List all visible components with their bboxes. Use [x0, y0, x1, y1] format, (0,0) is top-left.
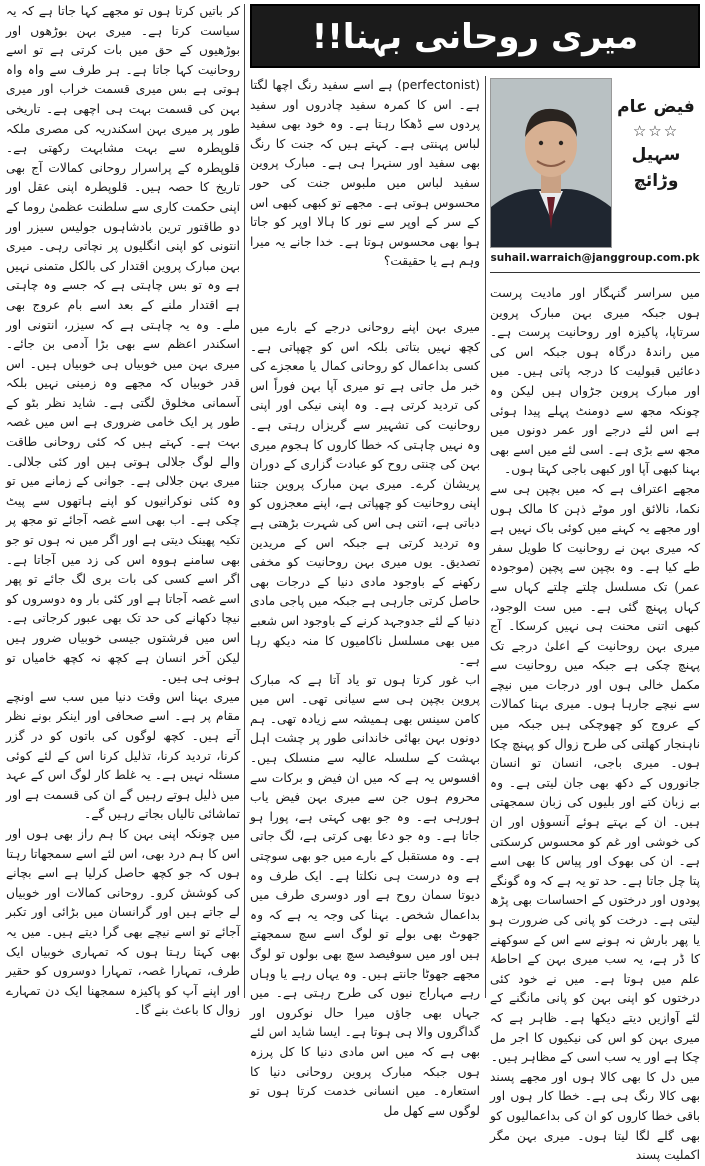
paragraph: میں چونکہ اپنی بہن کا ہم راز بھی ہوں اور اس کا ہم درد بھی، اس لئے اسے سمجھاتا رہتا ہوں کہ جو کچھ حاصل کرلیا ہے اسے بچانے کی کوشش کرو۔ روحانی کمالات اور خوبیاں لے جاتے ہیں اور گرانسان میں بڑائی اور تکبر آجائے تو اسے نیچے بھی گرا دیتے ہیں۔ میں یہ بھی کہتا رہتا ہوں کہ تمہاری خوبیاں ایک طرف، تمہارا غصہ، تمہارا دوسروں کو حقیر اور اپنے آپ کو پاکیزہ سمجھنا ایک دن تمہارے زوال کا باعث بنے گا۔ [6, 826, 240, 1018]
byline-box [490, 76, 700, 280]
author-block [614, 94, 698, 194]
paragraph: اب غور کرتا ہوں تو یاد آتا ہے کہ مبارک پروین بچپن ہی سے سیانی تھی۔ اس میں کامن سینس بھی ہمیشہ سے زیادہ تھی۔ ہم دونوں بہن بھائی خاندانی طور پر چشت اہل بہشت کے سلسلہ عالیہ سے منسلک ہیں۔ افسوس یہ ہے کہ میں ان فیض و برکات سے محروم ہوں جن سے میری بہن فیض یاب ہورہی ہے۔ وہ جو بھی کہتی ہے، پورا ہو جاتا ہے۔ وہ جو دعا بھی کرتی ہے، لگ جاتی ہے۔ وہ مستقبل کے بارے میں جو بھی سوچتی ہے وہ درست ہی نکلتا ہے۔ ایک طرف وہ دیوتا سمان روح ہے اور دوسری طرف میں بداعمال شخص۔ بہنا کی وجہ یہ ہے کہ وہ جھوٹ بھی بولے تو لوگ اسے سچ سمجھتے ہیں اور میں سوفیصد سچ بھی بولوں تو لوگ مجھے جھوٹا جانتے ہیں۔ وہ یہاں رہے یا وہاں رہے مہاراج نیوں کی طرح رہتی ہے۔ میں جہاں بھی جاؤں میرا حال نوکروں اور گداگروں والا ہی ہوتا ہے۔ ایسا شاید اس لئے بھی ہے کہ میں اس مادی دنیا کا کل پرزہ ہوں جبکہ مبارک پروین روحانی دنیا کا استعارہ۔ میں انسانی خدمت کرتا ہوں تو لوگوں سے کھل مل [250, 672, 480, 1118]
article-column-left [6, 2, 240, 1018]
paragraph: مجھے اعتراف ہے کہ میں بچپن ہی سے نکما، نالائق اور موٹے ذہن کا مالک ہوں اور مجھے یہ کہنے میں کوئی باک نہیں ہے کہ میری بہن نے روحانیت کا طویل سفر طے کیا ہے۔ وہ بچپن سے پچپن (موجودہ عمر) تک مسلسل چلتے چلتے کہاں سے کہاں پہنچ گئی ہے۔ میں ست الوجود، کبھی اتنی محنت ہی نہیں کرسکا۔ آج میری بہن روحانیت کے اعلیٰ درجے تک پہنچ چکی ہے جبکہ میں روحانیت سے مکمل خالی ہوں اور درجات میں نیچے سے نیچے جارہا ہوں۔ میری بہنا کمالات کے عروج کو چھوچکی ہیں جبکہ میں ناہنجار کھلتی کی طرح زوال کو پہنچ چکا ہوں۔ میری باجی، انسان تو انسان جانوروں کے دکھ بھی جان لیتی ہے۔ وہ بے زبان کتے اور بلیوں کی زبان سمجھتی ہیں۔ ان کے بہتے ہوئے آنسوؤں اور ان کی خوشی اور غم کو محسوس کرسکتی ہے۔ ان کی بھوک اور پیاس کا بھی اسے پتا چل جاتا ہے۔ حد تو یہ ہے کہ وہ گونگے پودوں اور درختوں کے احساسات بھی پڑھ لیتی ہے۔ درخت کو پانی کی ضرورت ہو یا پھر بارش نہ ہونے سے اس کے سوکھنے کا ڈر ہے، یہ سب میری بہن کے احاطۂ علم میں ہوتا ہے۔ میں نے خود کئی درختوں کو اپنی بہن کو پانی مانگنے کے لئے آوازیں دیتے دیکھا ہے۔ ظاہر ہے کہ میری بہن کو اس کی نیکیوں کا اجر مل چکا ہے اور یہ سب اسی کے مظاہر ہیں۔ [490, 481, 700, 1065]
paragraph: میں سراسر گنہگار اور مادیت پرست ہوں جبکہ میری بہن مبارک پروین سرتاپا، پاکیزہ اور روحانیت پرست ہے۔ میں راندۂ درگاہ ہوں جبکہ اس کی دعائیں قبولیت کا درجہ پاتی ہیں۔ میں اور مبارک پروین جڑواں ہیں لیکن وہ چونکہ مجھ سے دومنٹ پہلے پیدا ہوئی ہے اس لئے درجے اور عمر دونوں میں مجھ سے بڑی ہے۔ اسی لئے میں اسے بھی بہنا کبھی آپا اور کبھی باجی کہتا ہوں۔ [490, 286, 700, 477]
article-column-middle-top [250, 76, 480, 318]
email-divider [490, 272, 700, 273]
column-divider [244, 4, 245, 998]
article-column-middle [250, 318, 480, 1118]
paragraph: میری بہنا اس وقت دنیا میں سب سے اونچے مقام پر ہے۔ اسے صحافی اور اینکر بونے نظر آتے ہیں۔ کچھ لوگوں کی باتوں کو در گزر کرنا، تردید کرنا، تذلیل کرنا اس کے لئے کوئی مسئلہ نہیں ہے۔ یہ غلط کار لوگ اس کے عہد میں ذلیل ہوتے رہیں گے ان کی قسمت ہے اور تماشائی تالیاں بجاتے رہیں گے۔ [6, 689, 240, 822]
paragraph: کر باتیں کرتا ہوں تو مجھے کہا جاتا ہے کہ یہ سیاست کرتا ہے۔ میری بہن بوڑھوں اور بوڑھیوں کے حق میں بات کرتی ہے تو اسے روحانیت کہا جاتا ہے۔ ہر طرف سے واہ واہ ہوتی ہے بس میری قسمت خراب اور میری بہن کی قسمت بہت ہی اچھی ہے۔ تاریخی طور پر میری بہن اسکندریہ کی مصری ملکہ قلوپطرہ سے بہت مشابہت رکھتی ہے۔ قلوپطرہ کے پراسرار روحانی کمالات آج بھی تاریخ کا حصہ ہیں۔ قلوپطرہ اپنی عقل اور اپنی حکمت کاری سے سلطنت عظمیٰ روما کے دو طاقتور ترین بادشاہوں جولیس سیزر اور انتونی کو اپنی انگلیوں پر نچاتی رہی۔ میری بہن مبارک پروین اقتدار کی بالکل متمنی نہیں ہے وہ تو بس چاہتی ہے کہ جسے وہ چاہتی ہے اقتدار ملنے کے بعد اسے بام عروج بھی ملے۔ وہ یہ چاہتی ہے کہ سیزر، انتونی اور اسکندر اعظم سے بھی بڑا آدمی بن جائے۔ میری بہن میں خوبیاں ہی خوبیاں ہیں۔ اس قدر خوبیاں کہ مجھے وہ زمینی نہیں بلکہ آسمانی مخلوق لگتی ہے۔ شاید نظر بٹو کے طور پر ایک خامی ضروری ہے اس میں غصہ بہت ہے۔ کہتے ہیں کہ کئی روحانی طاقت والے لوگ جلالی ہوتی ہیں اور کئی جلالی۔ میری بہن جلالی ہے۔ جوانی کے زمانے میں تو وہ کئی نوکرانیوں کو اپنے ہاتھوں سے پیٹ چکی ہے۔ اب بھی اسے غصہ آجائے تو مجھ پر تکیہ پھینک دیتی ہے اور اگر میں نہ ہوں تو جو بھی سامنے ہووہ اس کی زد میں آجاتا ہے۔ اگر اسے کسی کی بات بری لگ جائے تو پھر اسے غصہ آجاتا ہے اور کئی بار وہ دوسروں کو نیچا دکھانے کی حد تک بھی عبور کرجاتی ہے۔ اس میں فرشتوں جیسی خوبیاں ضرور ہیں لیکن آخر انسان ہے کچھ نہ کچھ خامیاں تو ہونی ہی ہیں۔ [6, 4, 240, 685]
author-name: سہیل وڑائچ [631, 145, 681, 191]
stars-divider: ☆☆☆ [632, 122, 680, 140]
article-column-right [490, 284, 700, 1163]
paragraph: میری بہن اپنے روحانی درجے کے بارے میں کچھ نہیں بتاتی بلکہ اس کو چھپاتی ہے۔ کسی بداعمال کو روحانی کمال یا معجزے کی خبر مل جاتی ہے تو میری آپا بہن فوراً اس کی تردید کرتی ہے۔ وہ اپنی نیکی اور اپنی روحانیت کی تشہیر سے گریزاں رہتی ہے۔ وہ نہیں چاہتی کہ خطا کاروں کا ہجوم میری بہن کی چنتی روح کو عبادت گزاری کے دوران پریشان کرے۔ میری بہن مبارک پروین جتنا اپنی روحانیت کو چھپاتی ہے، اپنے معجزوں کو دباتی ہے، اتنی ہی اس کی شہرت بڑھتی ہے وہ تردید کرتی ہے جبکہ اس کے مریدین تصدیق۔ یوں میری بہن روحانیت کو مخفی رکھنے کے باوجود مادی دنیا کے درجات بھی حاصل کرتی جارہی ہے جبکہ میں پاجی مادی دنیا کے لئے جدوجہد کرنے کے باوجود اس شعبے میں بھی مسلسل ناکامیوں کا منہ دیکھ رہا ہے۔ [250, 320, 480, 668]
author-email[interactable]: suhail.warraich@janggroup.com.pk [490, 252, 700, 264]
paragraph: (perfectonist) ہے اسے سفید رنگ اچھا لگتا ہے۔ اس کا کمرہ سفید چادروں اور سفید پردوں سے ڈھکا رہتا ہے۔ وہ خود بھی سفید لباس پہنتی ہے۔ کہتے ہیں کہ جنت کا رنگ بھی سفید اور سنہرا ہی ہے۔ مبارک پروین سفید لباس میں ملبوس جنت کی حور محسوس ہوتی ہے۔ مجھے تو کبھی کبھی اس کے سر کے اوپر سے نور کا ہالا اوپر کو جاتا ہوا بھی محسوس ہوتا ہے۔ خدا جانے یہ میرا وہم ہے یا حقیقت؟ [250, 78, 480, 269]
author-photo [490, 78, 612, 248]
paragraph: میں دل کا بھی کالا ہوں اور مجھے پسند بھی کالا رنگ ہی ہے۔ خطا کار ہوں اور باقی خطا کاروں کو ان کی بداعمالیوں کو بھی گلے لگا لیتا ہوں۔ میری بہن مگر اکملیت پسند [490, 1069, 700, 1163]
author-portrait-icon [491, 79, 611, 247]
headline-banner [250, 4, 700, 68]
headline-title: میری روحانی بہنا!! [311, 16, 639, 57]
column-divider [485, 76, 486, 998]
column-kicker: فیض عام [617, 97, 695, 117]
